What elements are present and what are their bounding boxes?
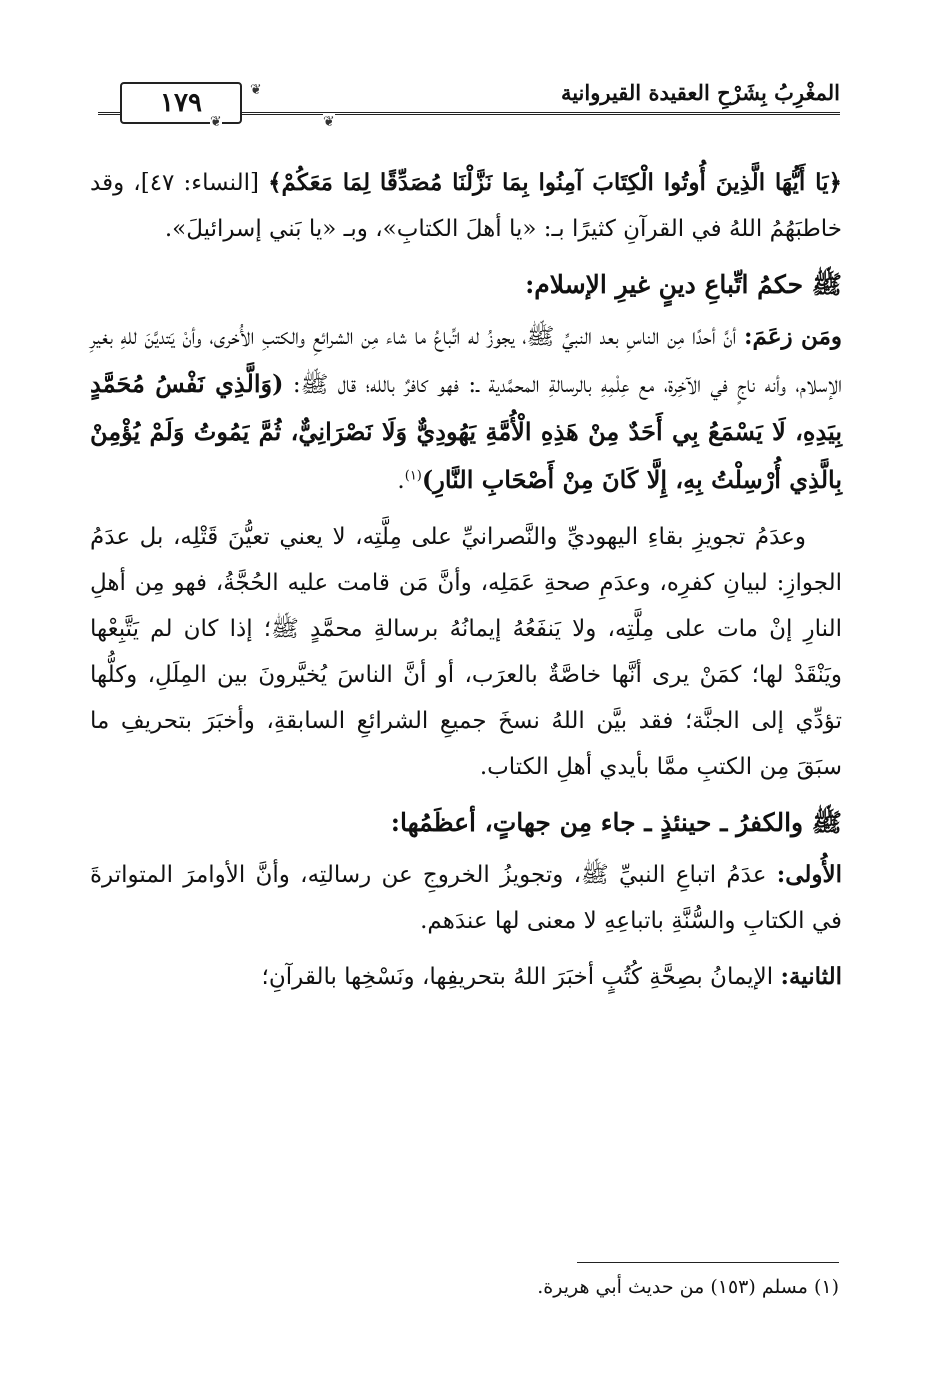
- paragraph-quran-reference: [90, 160, 842, 252]
- book-title: المغْرِبُ بِشَرْحِ العقيدة القيروانية: [551, 80, 840, 105]
- quran-verse: ﴿يَا أَيُّهَا الَّذِينَ أُوتُوا الْكِتَابَ آمِنُوا بِمَا نَزَّلْنَا مُصَدِّقًا لِمَا مَعَكُمْ﴾: [268, 169, 842, 196]
- lead-phrase: ومَن زعَمَ:: [744, 323, 842, 350]
- page-number-frame: [120, 82, 242, 124]
- running-header: [98, 70, 840, 130]
- footnote: (١) مسلم (١٥٣) من حديث أبي هريرة.: [537, 1276, 839, 1298]
- verse-reference: [النساء: ٤٧]: [140, 170, 259, 196]
- paragraph-second-aspect: [90, 954, 842, 1000]
- lead-phrase: الثانية:: [780, 963, 842, 990]
- floral-ornament-icon: ❦: [210, 114, 222, 130]
- paragraph-ruling: ومَن زعَمَ: أنَّ أحدًا مِن الناسِ بعد النبيِّ ﷺ، يجوزُ له اتِّباعُ ما شاء مِن الشرائعِ والكتبِ الأُخرى، وأنْ يَتديَّنَ للهِ بغيرِ الإسلام، وأنه ناجٍ في الآخِرة، مع عِلْمِهِ بالرسالةِ المحمَّدية ـ: فهو كافرٌ بالله؛ قال ﷺ: (وَالَّذِي نَفْسُ مُحَمَّدٍ بِيَدِهِ، لَا يَسْمَعُ بِي أَحَدٌ مِنْ هَذِهِ الْأُمَّةِ يَهُودِيٌّ وَلَا نَصْرَانِيٌّ، ثُمَّ يَمُوتُ وَلَمْ يُؤْمِنْ بِالَّذِي أُرْسِلْتُ بِهِ، إِلَّا كَانَ مِنْ أَصْحَابِ النَّارِ)$^{(١)}$.: [90, 323, 843, 494]
- hadith-text: (وَالَّذِي نَفْسُ مُحَمَّدٍ بِيَدِهِ، لَا يَسْمَعُ بِي أَحَدٌ مِنْ هَذِهِ الْأُمَّةِ يَهُودِيٌّ وَلَا نَصْرَانِيٌّ، ثُمَّ يَمُوتُ وَلَمْ يُؤْمِنْ بِالَّذِي أُرْسِلْتُ بِهِ، إِلَّا كَانَ مِنْ أَصْحَابِ النَّارِ): [90, 369, 842, 494]
- section-heading-ruling: ﷺ حكمُ اتِّباعِ دينٍ غيرِ الإسلام:: [525, 270, 842, 299]
- floral-ornament-icon: ❦: [323, 114, 335, 130]
- main-text: [90, 160, 842, 1010]
- section-heading-disbelief: ﷺ والكفرُ ـ حينئذٍ ـ جاء مِن جهاتٍ، أعظَمُها:: [390, 808, 842, 837]
- paragraph-text: أنَّ أحدًا مِن الناسِ بعد النبيِّ ﷺ، يجوزُ له اتِّباعُ ما شاء مِن الشرائعِ والكتبِ الأُخرى، وأنْ يَتديَّنَ للهِ بغيرِ الإسلام، وأنه ناجٍ في الآخِرة، مع عِلْمِهِ بالرسالةِ المحمَّدية ـ: فهو كافرٌ بالله؛ قال ﷺ:: [90, 324, 843, 398]
- lead-phrase: الأُولى:: [776, 861, 842, 888]
- footnote-separator: [577, 1262, 839, 1263]
- paragraph-explanation: وعدَمُ تجويزِ بقاءِ اليهوديِّ والنَّصرانيِّ على مِلَّتِه، لا يعني تعيُّنَ قَتْلِه، بل عدَمُ الجوازِ: لبيانِ كفرِه، وعدَمِ صحةِ عَمَلِه، وأنَّ مَن قامت عليه الحُجَّةُ، فهو مِن أهلِ النارِ إنْ مات على مِلَّتِه، ولا يَنفَعُهُ إيمانُهُ برسالةِ محمَّدٍ ﷺ؛ إذا كان لم يَتَّبِعْها ويَنْقَدْ لها؛ كمَنْ يرى أنَّها خاصَّةٌ بالعرَب، أو أنَّ الناسَ يُخيَّرونَ بين المِلَلِ، وكلُّها تؤدِّي إلى الجنَّة؛ فقد بيَّن اللهُ نسخَ جميعِ الشرائعِ السابقةِ، وأخبَرَ بتحريفِ ما سبَقَ مِن الكتبِ ممَّا بأيدي أهلِ الكتاب.: [90, 524, 842, 780]
- footnote-marker: (١): [404, 468, 422, 484]
- paragraph-text: عدَمُ اتباعِ النبيِّ ﷺ، وتجويزُ الخروجِ عن رسالتِه، وأنَّ الأوامرَ المتواترةَ في الكتابِ والسُّنَّةِ باتباعِهِ لا معنى لها عندَهم.: [90, 862, 842, 934]
- paragraph-text: الإيمانُ بصِحَّةِ كُتُبٍ أخبَرَ اللهُ بتحريفِها، ونَسْخِها بالقرآنِ؛: [261, 964, 774, 990]
- floral-ornament-icon: ❦: [250, 82, 262, 98]
- paragraph-first-aspect: [90, 852, 842, 944]
- page-number: ١٧٩: [160, 88, 202, 118]
- paragraph-text: ، وقد خاطبَهُمُ اللهُ في القرآنِ كثيرًا بـ: «يا أهلَ الكتابِ»، وبـ «يا بَني إسرائيلَ».: [90, 170, 842, 242]
